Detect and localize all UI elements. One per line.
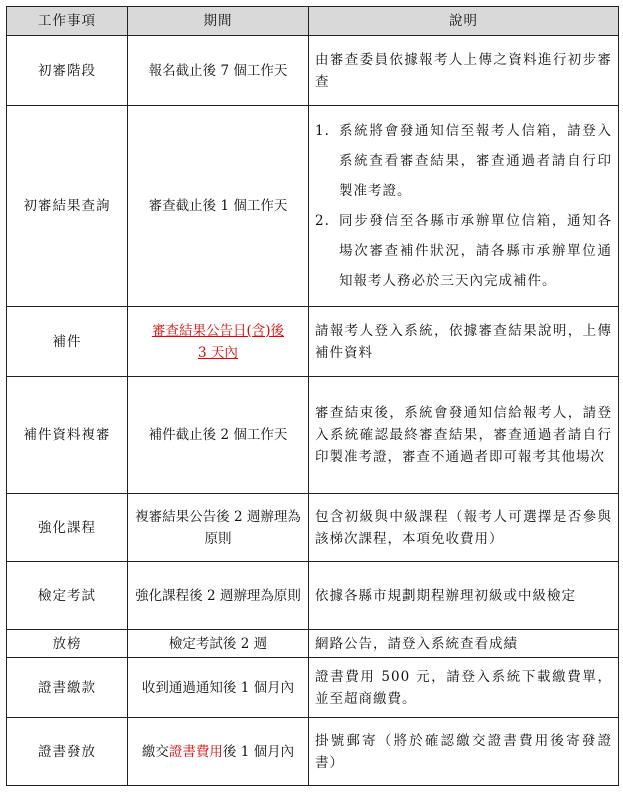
list-number: 1.: [315, 123, 330, 139]
description-cell: 網路公告，請登入系統查看成績: [309, 630, 619, 658]
list-text: 系統將會發通知信至報考人信箱，請登入系統查看審查結果，審查通過者請自行印製准考證。: [339, 123, 612, 199]
description-cell: 由審查委員依據報考人上傳之資料進行初步審查: [309, 36, 619, 106]
period-highlight: 證書費用: [168, 743, 223, 760]
item-cell: 補件資料複審: [7, 377, 128, 494]
item-cell: 初審結果查詢: [7, 106, 128, 307]
period-cell: 複審結果公告後 2 週辦理為原則: [128, 494, 309, 562]
table-row: [7, 494, 619, 562]
item-cell: 初審階段: [7, 36, 128, 106]
table-row: [7, 106, 619, 307]
description-cell: 包含初級與中級課程（報考人可選擇是否參與該梯次課程，本項免收費用）: [309, 494, 619, 562]
table-header-row: [7, 7, 619, 36]
table-row: [7, 562, 619, 630]
table-row: [7, 658, 619, 718]
header-item: 工作事項: [7, 7, 128, 36]
list-text: 同步發信至各縣市承辦單位信箱，通知各場次審查補件狀況，請各縣市承辦單位通知報考人務必於三天內完成補件。: [339, 213, 612, 289]
description-cell: 依據各縣市規劃期程辦理初級或中級檢定: [309, 562, 619, 630]
period-line: 3 天內: [198, 344, 238, 361]
description-cell: 審查結束後，系統會發通知信給報考人，請登入系統確認最終審查結果，審查通過者請自行印製准考證，審查不通過者即可報考其他場次: [309, 377, 619, 494]
item-cell: 檢定考試: [7, 562, 128, 630]
period-cell: [128, 307, 309, 377]
item-cell: 強化課程: [7, 494, 128, 562]
item-cell: 放榜: [7, 630, 128, 658]
item-cell: 證書發放: [7, 718, 128, 786]
period-line: 審查結果公告日(含)後: [151, 322, 285, 339]
period-cell: 收到通過通知後 1 個月內: [128, 658, 309, 718]
header-description: 說明: [309, 7, 619, 36]
period-text: 繳交: [141, 743, 169, 760]
description-cell: 請報考人登入系統，依據審查結果說明，上傳補件資料: [309, 307, 619, 377]
header-period: 期間: [128, 7, 309, 36]
description-cell: 掛號郵寄（將於確認繳交證書費用後寄發證書）: [309, 718, 619, 786]
list-item: [315, 206, 612, 296]
item-cell: 證書繳款: [7, 658, 128, 718]
period-cell: 審查截止後 1 個工作天: [128, 106, 309, 307]
period-cell: 檢定考試後 2 週: [128, 630, 309, 658]
period-cell: [128, 718, 309, 786]
period-cell: 補件截止後 2 個工作天: [128, 377, 309, 494]
list-number: 2.: [315, 213, 330, 229]
table-row: [7, 36, 619, 106]
period-text: 後 1 個月內: [222, 743, 295, 760]
description-cell: 證書費用 500 元，請登入系統下載繳費單，並至超商繳費。: [309, 658, 619, 718]
table-row: [7, 718, 619, 786]
period-cell: 強化課程後 2 週辦理為原則: [128, 562, 309, 630]
description-list: [315, 116, 612, 296]
description-cell: [309, 106, 619, 307]
item-cell: 補件: [7, 307, 128, 377]
table-row: [7, 377, 619, 494]
period-cell: 報名截止後 7 個工作天: [128, 36, 309, 106]
schedule-table: [6, 6, 619, 786]
table-row: [7, 630, 619, 658]
list-item: [315, 116, 612, 206]
table-row: [7, 307, 619, 377]
